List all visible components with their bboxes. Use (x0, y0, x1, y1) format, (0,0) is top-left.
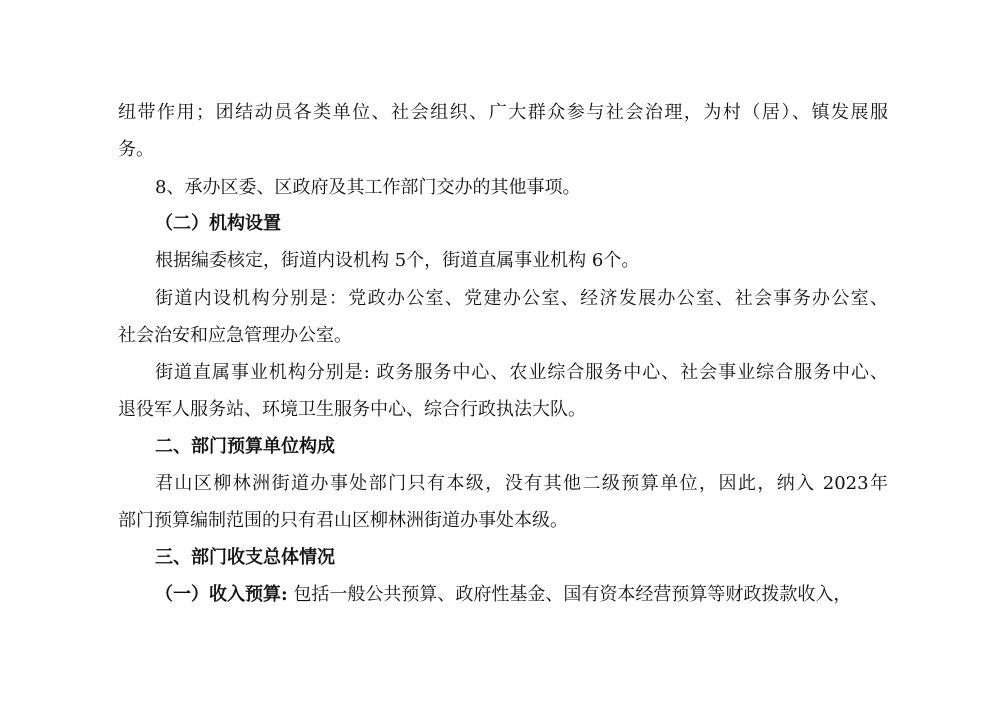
paragraph-line: 退役军人服务站、环境卫生服务中心、综合行政执法大队。 (118, 399, 586, 420)
paragraph-text: 包括一般公共预算、政府性基金、国有资本经营预算等财政拨款收入， (287, 584, 852, 605)
section-heading: 三、部门收支总体情况 (155, 547, 335, 568)
section-heading: 二、部门预算单位构成 (155, 436, 335, 457)
paragraph-line: 8、承办区委、区政府及其工作部门交办的其他事项。 (155, 177, 581, 198)
paragraph-line: 街道内设机构分别是：党政办公室、党建办公室、经济发展办公室、社会事务办公室、 (155, 288, 888, 309)
paragraph-line: 务。 (118, 139, 154, 160)
paragraph-line: 纽带作用；团结动员各类单位、社会组织、广大群众参与社会治理，为村（居）、镇发展服 (118, 102, 888, 123)
paragraph-line: 根据编委核定，街道内设机构 5个，街道直属事业机构 6个。 (155, 250, 640, 271)
section-heading: （二）机构设置 (155, 213, 281, 234)
subsection-heading: （一）收入预算: (155, 584, 288, 605)
paragraph-line (155, 583, 888, 607)
paragraph-line: 部门预算编制范围的只有君山区柳林洲街道办事处本级。 (118, 510, 568, 531)
paragraph-line: 社会治安和应急管理办公室。 (118, 325, 352, 346)
paragraph-line: 君山区柳林洲街道办事处部门只有本级，没有其他二级预算单位，因此，纳入 2023年 (155, 473, 888, 494)
paragraph-line: 街道直属事业机构分别是: 政务服务中心、农业综合服务中心、社会事业综合服务中心、 (155, 362, 888, 383)
